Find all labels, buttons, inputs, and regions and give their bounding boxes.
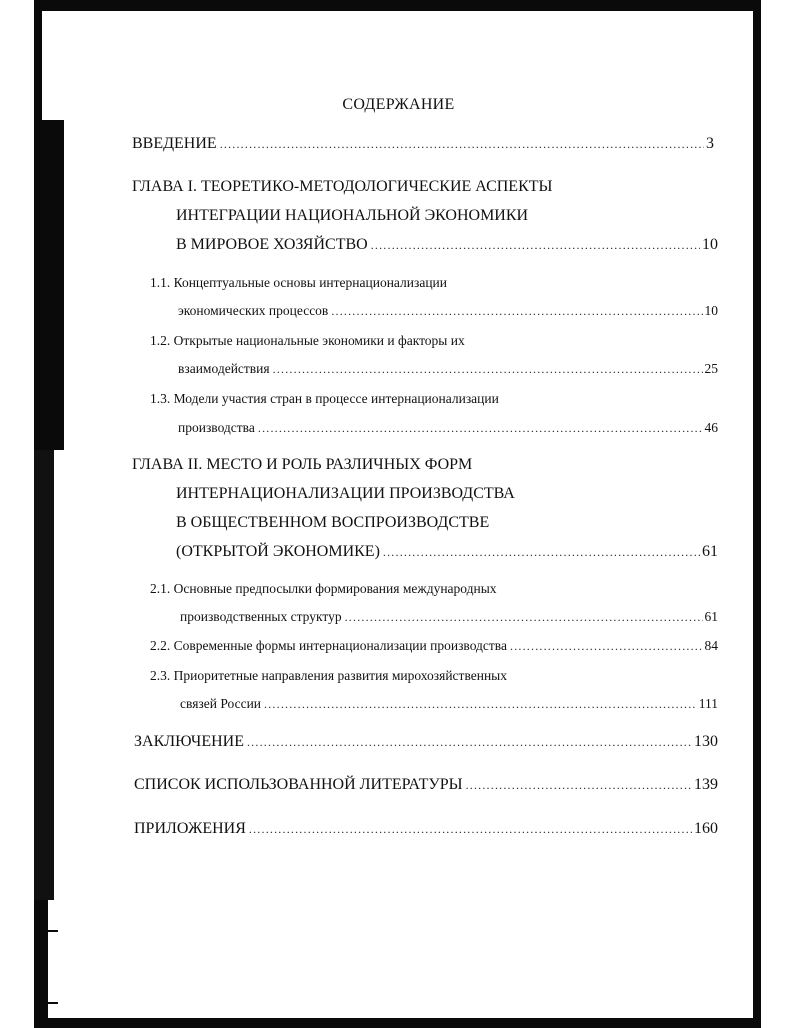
toc-page-number: 160 [694,820,718,837]
toc-section-1-1-line[interactable] [150,273,447,293]
leader-dots [331,301,702,321]
toc-entry-title: СПИСОК ИСПОЛЬЗОВАННОЙ ЛИТЕРАТУРЫ [134,776,463,793]
toc-section-1-1[interactable] [178,301,718,321]
toc-page-number: 61 [702,543,718,560]
toc-section-1-3[interactable] [178,418,718,438]
toc-section-title: 1.1. Концептуальные основы интернационализации [150,275,448,290]
leader-dots [220,134,704,154]
toc-page-number: 10 [704,303,718,318]
toc-chapter-2-line[interactable] [132,455,472,475]
toc-entry-title: ЗАКЛЮЧЕНИЕ [134,733,244,750]
leader-dots [249,819,692,839]
toc-section-title: 1.2. Открытые национальные экономики и факторы их [150,333,465,348]
toc-section-2-2[interactable] [150,636,718,656]
toc-chapter-title: ИНТЕГРАЦИИ НАЦИОНАЛЬНОЙ ЭКОНОМИКИ [176,207,529,224]
toc-chapter-2-line[interactable] [176,513,489,533]
toc-entry-title: ПРИЛОЖЕНИЯ [134,820,246,837]
toc-entry-references[interactable] [134,775,718,795]
toc-entry-appendix[interactable] [134,819,718,839]
leader-dots [345,607,703,627]
toc-section-1-2-line[interactable] [150,331,465,351]
scan-shadow-left [34,120,64,450]
scan-shadow-left-middle [34,450,54,900]
toc-section-title: 2.2. Современные формы интернационализации производства [150,638,507,653]
scan-mark [48,930,58,932]
toc-page-number: 3 [706,135,714,152]
scan-mark [48,1002,58,1004]
toc-entry-title: ВВЕДЕНИЕ [132,135,217,152]
toc-section-title: производственных структур [180,609,342,624]
toc-section-1-2[interactable] [178,359,718,379]
toc-chapter-1-line[interactable] [132,177,552,197]
toc-section-title: связей России [180,696,262,711]
leader-dots [264,694,697,714]
toc-page-number: 111 [698,696,718,711]
toc-section-1-3-line[interactable] [150,389,499,409]
toc-chapter-2-line[interactable] [176,484,515,504]
toc-section-title: 1.3. Модели участия стран в процессе интернационализации [150,391,499,406]
leader-dots [383,542,700,562]
toc-page-number: 25 [704,361,718,376]
toc-page-number: 10 [702,236,718,253]
toc-entry-conclusion[interactable] [134,732,718,752]
scan-border-top [34,0,761,11]
toc-page-number: 130 [694,733,718,750]
toc-section-2-1-line[interactable] [150,579,497,599]
toc-page-number: 84 [704,638,718,653]
toc-section-2-3[interactable] [180,694,718,714]
toc-section-title: производства [178,420,255,435]
leader-dots [273,359,703,379]
toc-chapter-title: В ОБЩЕСТВЕННОМ ВОСПРОИЗВОДСТВЕ [176,514,490,531]
leader-dots [247,732,692,752]
leader-dots [371,235,700,255]
toc-chapter-1-line[interactable] [176,206,528,226]
toc-chapter-title: ГЛАВА II. МЕСТО И РОЛЬ РАЗЛИЧНЫХ ФОРМ [132,456,473,473]
toc-page-number: 139 [694,776,718,793]
toc-section-2-1[interactable] [180,607,718,627]
toc-section-title: взаимодействия [178,361,270,376]
toc-chapter-1[interactable] [176,235,718,255]
toc-page-number: 46 [704,420,718,435]
scan-border-bottom [34,1018,761,1028]
toc-chapter-title: ГЛАВА I. ТЕОРЕТИКО-МЕТОДОЛОГИЧЕСКИЕ АСПЕКТЫ [132,178,553,195]
scan-shadow-left-lower [34,900,48,1020]
toc-chapter-2[interactable] [176,542,718,562]
toc-section-title: 2.1. Основные предпосылки формирования международных [150,581,497,596]
toc-page-number: 61 [704,609,718,624]
toc-entry-introduction[interactable] [132,134,714,154]
toc-section-title: экономических процессов [178,303,329,318]
toc-section-2-3-line[interactable] [150,666,507,686]
leader-dots [510,636,703,656]
toc-section-title: 2.3. Приоритетные направления развития мирохозяйственных [150,668,508,683]
page-title: СОДЕРЖАНИЕ [342,96,455,113]
leader-dots [466,775,692,795]
leader-dots [258,418,703,438]
toc-chapter-title: В МИРОВОЕ ХОЗЯЙСТВО [176,236,368,253]
toc-chapter-title: (ОТКРЫТОЙ ЭКОНОМИКЕ) [176,543,380,560]
scan-border-right [753,0,761,1028]
toc-chapter-title: ИНТЕРНАЦИОНАЛИЗАЦИИ ПРОИЗВОДСТВА [176,485,515,502]
